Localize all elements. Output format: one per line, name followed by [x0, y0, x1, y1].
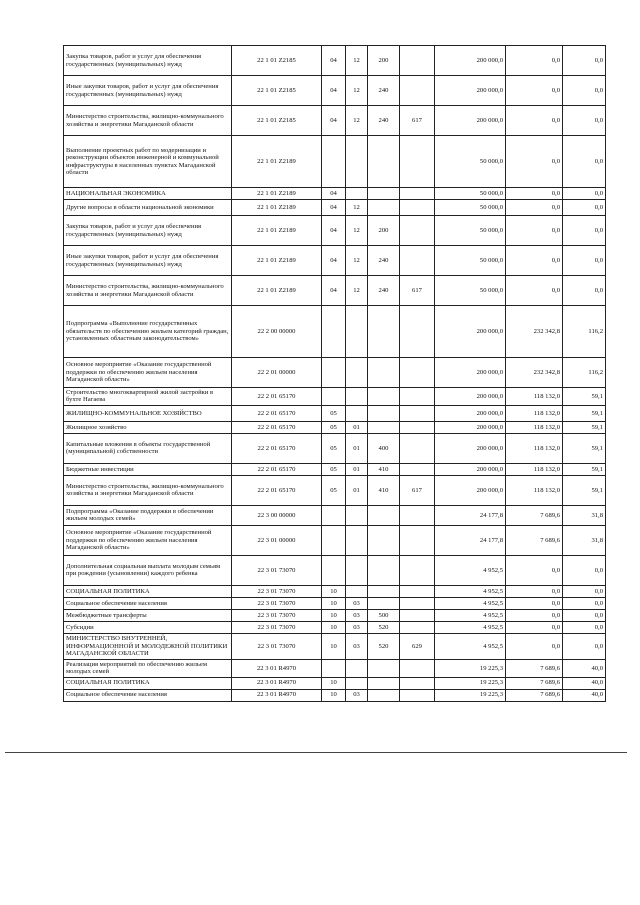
- row-plan: 200 000,0: [435, 475, 506, 505]
- row-fact: 7 689,6: [506, 689, 563, 701]
- row-code: 22 3 01 73070: [232, 621, 322, 633]
- row-subsection: 01: [346, 433, 368, 463]
- row-percent: 0,0: [563, 633, 606, 659]
- row-plan: 4 952,5: [435, 621, 506, 633]
- row-ministry-code: 617: [400, 276, 435, 306]
- row-expense-type: [368, 555, 400, 585]
- row-fact: 7 689,6: [506, 659, 563, 677]
- row-percent: 0,0: [563, 276, 606, 306]
- table-row: [64, 46, 606, 76]
- row-name: СОЦИАЛЬНАЯ ПОЛИТИКА: [64, 585, 232, 597]
- row-fact: 0,0: [506, 76, 563, 106]
- row-ministry-code: [400, 505, 435, 525]
- row-plan: 200 000,0: [435, 463, 506, 475]
- row-code: 22 3 01 73070: [232, 597, 322, 609]
- row-fact: 118 132,0: [506, 421, 563, 433]
- table-row: [64, 463, 606, 475]
- row-name: Основное мероприятие «Оказание государственной поддержки по обеспечению жильем населения Магаданской области»: [64, 525, 232, 555]
- row-fact: 118 132,0: [506, 433, 563, 463]
- row-percent: 59,1: [563, 421, 606, 433]
- row-expense-type: 240: [368, 76, 400, 106]
- row-section: 10: [322, 689, 346, 701]
- row-subsection: 12: [346, 276, 368, 306]
- row-fact: 0,0: [506, 633, 563, 659]
- row-percent: 0,0: [563, 609, 606, 621]
- row-subsection: [346, 525, 368, 555]
- row-code: 22 3 01 R4970: [232, 689, 322, 701]
- row-fact: 0,0: [506, 216, 563, 246]
- row-code: 22 3 01 73070: [232, 609, 322, 621]
- row-plan: 200 000,0: [435, 433, 506, 463]
- row-subsection: [346, 136, 368, 188]
- row-section: 04: [322, 246, 346, 276]
- row-name: Министерство строительства, жилищно-коммунального хозяйства и энергетики Магаданской области: [64, 276, 232, 306]
- table-row: [64, 505, 606, 525]
- table-row: [64, 433, 606, 463]
- row-section: 10: [322, 621, 346, 633]
- row-code: 22 2 01 65170: [232, 463, 322, 475]
- row-name: Реализация мероприятий по обеспечению жильем молодых семей: [64, 659, 232, 677]
- row-fact: 118 132,0: [506, 475, 563, 505]
- row-code: 22 1 01 Z2189: [232, 276, 322, 306]
- row-ministry-code: 629: [400, 633, 435, 659]
- row-code: 22 2 01 65170: [232, 433, 322, 463]
- row-code: 22 3 01 73070: [232, 555, 322, 585]
- table-row: [64, 555, 606, 585]
- row-name: Субсидии: [64, 621, 232, 633]
- row-plan: 4 952,5: [435, 609, 506, 621]
- row-ministry-code: [400, 358, 435, 388]
- row-expense-type: [368, 405, 400, 421]
- row-section: [322, 505, 346, 525]
- row-plan: 50 000,0: [435, 200, 506, 216]
- table-row: [64, 405, 606, 421]
- row-percent: 0,0: [563, 246, 606, 276]
- row-expense-type: 240: [368, 246, 400, 276]
- page-divider: [5, 752, 627, 753]
- row-section: 04: [322, 106, 346, 136]
- row-code: 22 2 01 65170: [232, 388, 322, 406]
- row-percent: 0,0: [563, 46, 606, 76]
- row-fact: 0,0: [506, 106, 563, 136]
- row-ministry-code: [400, 433, 435, 463]
- row-section: [322, 358, 346, 388]
- table-row: [64, 106, 606, 136]
- row-percent: 40,0: [563, 659, 606, 677]
- row-percent: 59,1: [563, 475, 606, 505]
- row-subsection: [346, 358, 368, 388]
- row-expense-type: [368, 188, 400, 200]
- row-subsection: [346, 585, 368, 597]
- row-ministry-code: [400, 76, 435, 106]
- row-code: 22 1 01 Z2189: [232, 200, 322, 216]
- row-expense-type: [368, 136, 400, 188]
- row-ministry-code: [400, 136, 435, 188]
- row-subsection: [346, 659, 368, 677]
- table-row: [64, 388, 606, 406]
- row-expense-type: [368, 597, 400, 609]
- row-name: Закупка товаров, работ и услуг для обеспечения государственных (муниципальных) нужд: [64, 216, 232, 246]
- row-plan: 200 000,0: [435, 358, 506, 388]
- row-section: 05: [322, 421, 346, 433]
- row-code: 22 3 00 00000: [232, 505, 322, 525]
- row-percent: 59,1: [563, 433, 606, 463]
- budget-table: [63, 45, 606, 702]
- row-subsection: 03: [346, 609, 368, 621]
- table-row: [64, 633, 606, 659]
- row-fact: 0,0: [506, 46, 563, 76]
- row-fact: 0,0: [506, 188, 563, 200]
- row-section: [322, 306, 346, 358]
- row-section: [322, 136, 346, 188]
- row-percent: 0,0: [563, 76, 606, 106]
- row-percent: 116,2: [563, 306, 606, 358]
- row-name: Подпрограмма «Оказание поддержки в обеспечении жильем молодых семей»: [64, 505, 232, 525]
- row-percent: 31,8: [563, 505, 606, 525]
- row-percent: 59,1: [563, 388, 606, 406]
- row-plan: 4 952,5: [435, 597, 506, 609]
- row-plan: 19 225,3: [435, 659, 506, 677]
- row-name: Бюджетные инвестиции: [64, 463, 232, 475]
- row-ministry-code: [400, 525, 435, 555]
- row-ministry-code: [400, 216, 435, 246]
- row-plan: 4 952,5: [435, 585, 506, 597]
- row-percent: 116,2: [563, 358, 606, 388]
- row-section: 10: [322, 677, 346, 689]
- row-subsection: 12: [346, 200, 368, 216]
- row-section: [322, 388, 346, 406]
- row-code: 22 3 01 R4970: [232, 659, 322, 677]
- row-name: СОЦИАЛЬНАЯ ПОЛИТИКА: [64, 677, 232, 689]
- table-row: [64, 597, 606, 609]
- row-fact: 0,0: [506, 200, 563, 216]
- row-name: НАЦИОНАЛЬНАЯ ЭКОНОМИКА: [64, 188, 232, 200]
- table-row: [64, 246, 606, 276]
- table-row: [64, 475, 606, 505]
- row-expense-type: 200: [368, 216, 400, 246]
- row-ministry-code: [400, 621, 435, 633]
- row-ministry-code: [400, 689, 435, 701]
- row-name: Межбюджетные трансферты: [64, 609, 232, 621]
- table-row: [64, 659, 606, 677]
- row-code: 22 1 01 Z2189: [232, 136, 322, 188]
- row-fact: 232 342,8: [506, 358, 563, 388]
- row-ministry-code: [400, 609, 435, 621]
- row-subsection: [346, 388, 368, 406]
- row-expense-type: [368, 659, 400, 677]
- row-subsection: 01: [346, 475, 368, 505]
- row-plan: 200 000,0: [435, 106, 506, 136]
- row-name: МИНИСТЕРСТВО ВНУТРЕННЕЙ, ИНФОРМАЦИОННОЙ И МОЛОДЕЖНОЙ ПОЛИТИКИ МАГАДАНСКОЙ ОБЛАСТИ: [64, 633, 232, 659]
- row-fact: 118 132,0: [506, 463, 563, 475]
- row-section: 04: [322, 276, 346, 306]
- row-subsection: 12: [346, 246, 368, 276]
- row-section: 04: [322, 200, 346, 216]
- row-fact: 0,0: [506, 621, 563, 633]
- row-percent: 0,0: [563, 106, 606, 136]
- row-code: 22 1 01 Z2185: [232, 76, 322, 106]
- row-code: 22 3 01 R4970: [232, 677, 322, 689]
- row-subsection: [346, 677, 368, 689]
- row-section: [322, 525, 346, 555]
- row-fact: 0,0: [506, 246, 563, 276]
- row-subsection: [346, 306, 368, 358]
- row-code: 22 3 01 73070: [232, 585, 322, 597]
- row-fact: 7 689,6: [506, 505, 563, 525]
- row-section: 04: [322, 188, 346, 200]
- row-section: 10: [322, 585, 346, 597]
- row-section: 10: [322, 609, 346, 621]
- row-section: [322, 555, 346, 585]
- row-expense-type: [368, 306, 400, 358]
- row-plan: 24 177,8: [435, 505, 506, 525]
- row-name: ЖИЛИЩНО-КОММУНАЛЬНОЕ ХОЗЯЙСТВО: [64, 405, 232, 421]
- row-code: 22 3 01 00000: [232, 525, 322, 555]
- row-plan: 4 952,5: [435, 555, 506, 585]
- row-plan: 50 000,0: [435, 216, 506, 246]
- row-code: 22 1 01 Z2189: [232, 246, 322, 276]
- table-row: [64, 216, 606, 246]
- row-section: 05: [322, 433, 346, 463]
- row-expense-type: 240: [368, 106, 400, 136]
- table-row: [64, 525, 606, 555]
- row-code: 22 2 01 65170: [232, 405, 322, 421]
- row-name: Другие вопросы в области национальной экономики: [64, 200, 232, 216]
- row-code: 22 2 01 65170: [232, 421, 322, 433]
- row-fact: 232 342,8: [506, 306, 563, 358]
- row-name: Министерство строительства, жилищно-коммунального хозяйства и энергетики Магаданской области: [64, 475, 232, 505]
- row-ministry-code: 617: [400, 475, 435, 505]
- row-percent: 0,0: [563, 555, 606, 585]
- row-plan: 19 225,3: [435, 689, 506, 701]
- table-row: [64, 689, 606, 701]
- row-plan: 50 000,0: [435, 276, 506, 306]
- row-section: 05: [322, 463, 346, 475]
- table-row: [64, 358, 606, 388]
- row-subsection: [346, 405, 368, 421]
- row-expense-type: 410: [368, 463, 400, 475]
- table-row: [64, 188, 606, 200]
- row-ministry-code: [400, 659, 435, 677]
- table-row: [64, 621, 606, 633]
- row-percent: 59,1: [563, 463, 606, 475]
- row-subsection: 12: [346, 216, 368, 246]
- table-row: [64, 609, 606, 621]
- table-row: [64, 677, 606, 689]
- row-name: Министерство строительства, жилищно-коммунального хозяйства и энергетики Магаданской области: [64, 106, 232, 136]
- row-percent: 31,8: [563, 525, 606, 555]
- row-subsection: 03: [346, 689, 368, 701]
- row-percent: 59,1: [563, 405, 606, 421]
- row-code: 22 1 01 Z2185: [232, 46, 322, 76]
- row-plan: 50 000,0: [435, 188, 506, 200]
- row-percent: 0,0: [563, 216, 606, 246]
- row-name: Подпрограмма «Выполнение государственных обязательств по обеспечению жильем категорий граждан, установленных областным законодательством»: [64, 306, 232, 358]
- row-ministry-code: [400, 188, 435, 200]
- row-ministry-code: [400, 46, 435, 76]
- row-code: 22 2 01 65170: [232, 475, 322, 505]
- row-ministry-code: [400, 200, 435, 216]
- row-code: 22 1 01 Z2185: [232, 106, 322, 136]
- row-name: Основное мероприятие «Оказание государственной поддержки по обеспечению жильем населения Магаданской области»: [64, 358, 232, 388]
- table-row: [64, 421, 606, 433]
- row-plan: 19 225,3: [435, 677, 506, 689]
- row-expense-type: [368, 585, 400, 597]
- row-ministry-code: [400, 421, 435, 433]
- row-fact: 0,0: [506, 597, 563, 609]
- row-subsection: 01: [346, 463, 368, 475]
- row-ministry-code: [400, 555, 435, 585]
- row-name: Строительство многоквартирной жилой застройки в бухте Нагаева: [64, 388, 232, 406]
- row-section: 10: [322, 633, 346, 659]
- row-expense-type: 200: [368, 46, 400, 76]
- row-plan: 200 000,0: [435, 46, 506, 76]
- row-percent: 0,0: [563, 136, 606, 188]
- row-expense-type: [368, 358, 400, 388]
- row-percent: 40,0: [563, 689, 606, 701]
- row-fact: 0,0: [506, 585, 563, 597]
- row-subsection: 03: [346, 597, 368, 609]
- row-name: Капитальные вложения в объекты государственной (муниципальной) собственности: [64, 433, 232, 463]
- row-ministry-code: [400, 405, 435, 421]
- row-ministry-code: [400, 463, 435, 475]
- row-expense-type: [368, 677, 400, 689]
- row-name: Выполнение проектных работ по модернизации и реконструкции объектов инженерной и коммунальной инфраструктуры в населенных пунктах Магаданской области: [64, 136, 232, 188]
- row-code: 22 2 00 00000: [232, 306, 322, 358]
- table-row: [64, 76, 606, 106]
- row-percent: 40,0: [563, 677, 606, 689]
- row-plan: 200 000,0: [435, 405, 506, 421]
- row-name: Иные закупки товаров, работ и услуг для обеспечения государственных (муниципальных) нужд: [64, 246, 232, 276]
- row-name: Иные закупки товаров, работ и услуг для обеспечения государственных (муниципальных) нужд: [64, 76, 232, 106]
- table-body: [64, 46, 606, 702]
- row-section: 05: [322, 475, 346, 505]
- row-fact: 118 132,0: [506, 388, 563, 406]
- row-code: 22 2 01 00000: [232, 358, 322, 388]
- row-subsection: 12: [346, 106, 368, 136]
- table-row: [64, 200, 606, 216]
- row-fact: 0,0: [506, 555, 563, 585]
- row-section: 04: [322, 216, 346, 246]
- row-percent: 0,0: [563, 597, 606, 609]
- row-code: 22 3 01 73070: [232, 633, 322, 659]
- row-ministry-code: [400, 388, 435, 406]
- row-percent: 0,0: [563, 200, 606, 216]
- row-ministry-code: [400, 677, 435, 689]
- row-expense-type: 410: [368, 475, 400, 505]
- row-name: Социальное обеспечение населения: [64, 597, 232, 609]
- row-subsection: [346, 555, 368, 585]
- row-ministry-code: 617: [400, 106, 435, 136]
- row-name: Жилищное хозяйство: [64, 421, 232, 433]
- row-percent: 0,0: [563, 188, 606, 200]
- row-ministry-code: [400, 597, 435, 609]
- row-code: 22 1 01 Z2189: [232, 188, 322, 200]
- row-subsection: 12: [346, 76, 368, 106]
- row-section: 04: [322, 76, 346, 106]
- row-section: 10: [322, 597, 346, 609]
- row-subsection: 03: [346, 633, 368, 659]
- row-section: [322, 659, 346, 677]
- row-expense-type: [368, 200, 400, 216]
- row-fact: 118 132,0: [506, 405, 563, 421]
- row-expense-type: 400: [368, 433, 400, 463]
- row-expense-type: [368, 421, 400, 433]
- row-expense-type: [368, 388, 400, 406]
- row-section: 04: [322, 46, 346, 76]
- table-row: [64, 585, 606, 597]
- row-code: 22 1 01 Z2189: [232, 216, 322, 246]
- row-expense-type: 500: [368, 609, 400, 621]
- row-subsection: [346, 505, 368, 525]
- row-name: Дополнительная социальная выплата молодым семьям при рождении (усыновлении) каждого ребенка: [64, 555, 232, 585]
- row-section: 05: [322, 405, 346, 421]
- row-plan: 4 952,5: [435, 633, 506, 659]
- row-subsection: 12: [346, 46, 368, 76]
- row-expense-type: [368, 689, 400, 701]
- row-plan: 50 000,0: [435, 246, 506, 276]
- row-plan: 200 000,0: [435, 421, 506, 433]
- row-expense-type: 240: [368, 276, 400, 306]
- row-fact: 7 689,6: [506, 525, 563, 555]
- row-fact: 0,0: [506, 609, 563, 621]
- table-row: [64, 306, 606, 358]
- row-percent: 0,0: [563, 585, 606, 597]
- row-ministry-code: [400, 306, 435, 358]
- row-subsection: [346, 188, 368, 200]
- table-row: [64, 276, 606, 306]
- row-fact: 0,0: [506, 136, 563, 188]
- row-fact: 7 689,6: [506, 677, 563, 689]
- row-expense-type: [368, 505, 400, 525]
- row-expense-type: [368, 525, 400, 555]
- row-plan: 50 000,0: [435, 136, 506, 188]
- row-ministry-code: [400, 585, 435, 597]
- row-fact: 0,0: [506, 276, 563, 306]
- row-percent: 0,0: [563, 621, 606, 633]
- row-plan: 200 000,0: [435, 388, 506, 406]
- table-row: [64, 136, 606, 188]
- row-plan: 200 000,0: [435, 76, 506, 106]
- row-name: Социальное обеспечение населения: [64, 689, 232, 701]
- row-ministry-code: [400, 246, 435, 276]
- row-plan: 24 177,8: [435, 525, 506, 555]
- row-expense-type: 520: [368, 621, 400, 633]
- row-subsection: 01: [346, 421, 368, 433]
- row-expense-type: 520: [368, 633, 400, 659]
- row-plan: 200 000,0: [435, 306, 506, 358]
- row-name: Закупка товаров, работ и услуг для обеспечения государственных (муниципальных) нужд: [64, 46, 232, 76]
- row-subsection: 03: [346, 621, 368, 633]
